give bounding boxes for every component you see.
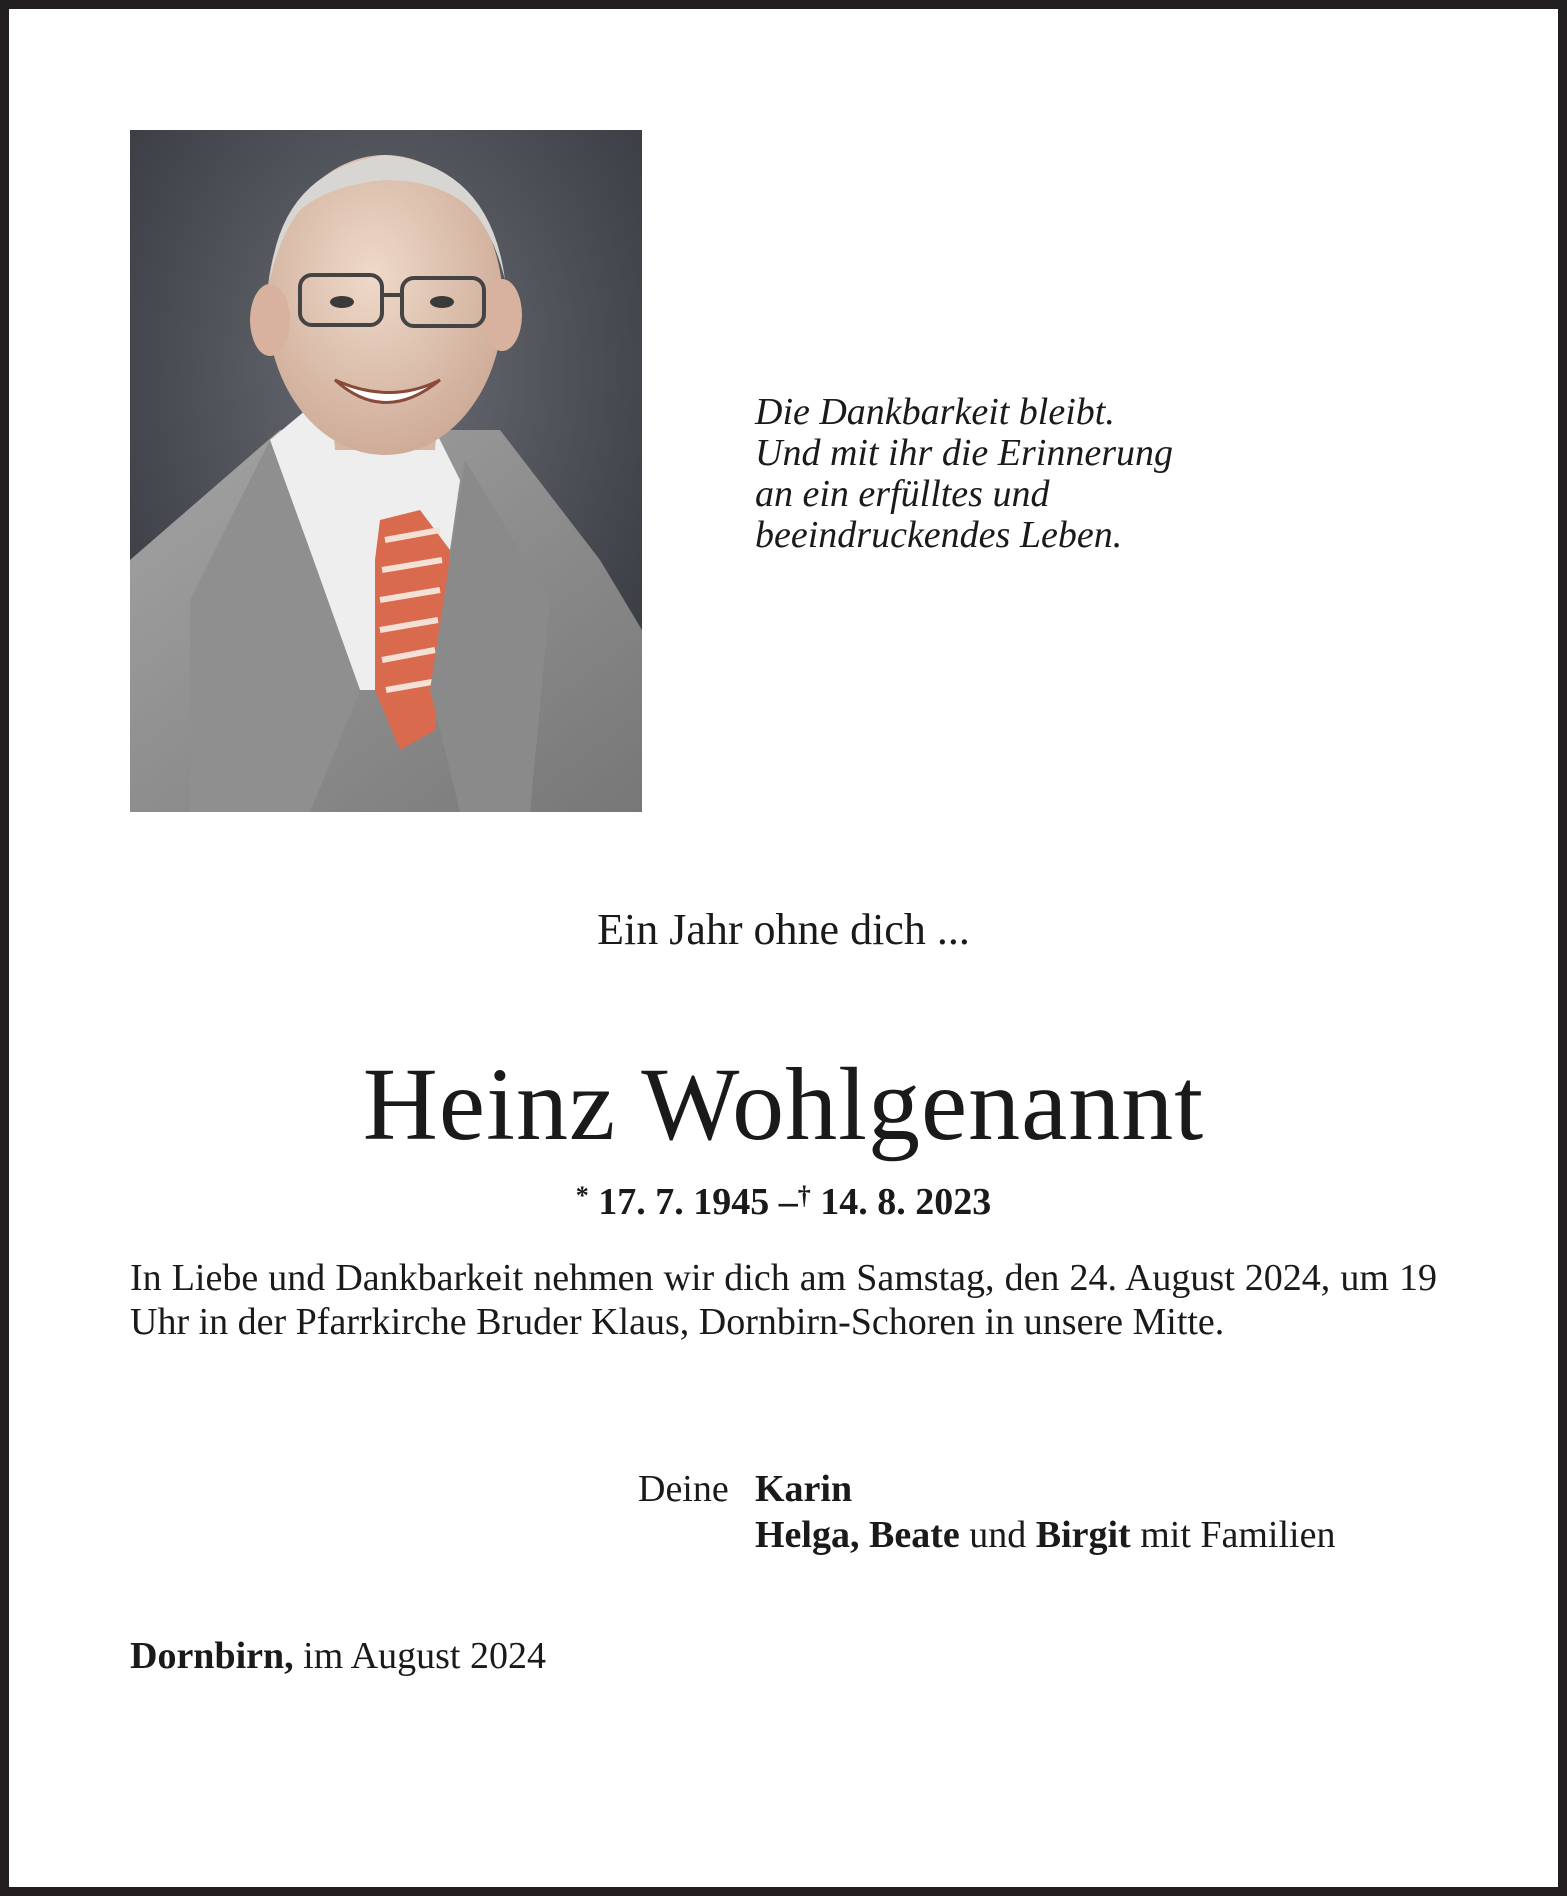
signature-lead: Deine (638, 1468, 729, 1510)
death-date: 14. 8. 2023 (820, 1181, 992, 1223)
deceased-name: Heinz Wohlgenannt (362, 1047, 1205, 1162)
portrait-photo (130, 130, 642, 812)
signature-suffix: mit Familien (1140, 1514, 1336, 1556)
place-and-date (130, 1633, 546, 1679)
place-city: Dornbirn, (130, 1635, 294, 1677)
quote-line: an ein erfülltes und (755, 473, 1050, 515)
birth-symbol: * (575, 1181, 589, 1210)
death-symbol: † (797, 1181, 811, 1210)
quote-line: beeindruckendes Leben. (755, 514, 1123, 556)
quote-line: Und mit ihr die Erinnerung (755, 432, 1173, 474)
signature-conjunction: und (969, 1514, 1027, 1556)
intro-line: Ein Jahr ohne dich ... (597, 905, 970, 954)
quote-line: Die Dankbarkeit bleibt. (755, 391, 1115, 433)
signature-name: Birgit (1035, 1514, 1131, 1556)
place-date: im August 2024 (303, 1635, 546, 1677)
signature-name: Karin (755, 1468, 853, 1510)
signature-name: Helga, (755, 1514, 860, 1556)
announcement-text: In Liebe und Dankbarkeit nehmen wir dich am Samstag, den 24. August 2024, um 19 Uhr in der Pfarrkirche Bruder Klaus, Dornbirn-Schoren in unsere Mitte. (130, 1257, 1437, 1343)
date-separator: – (778, 1181, 798, 1223)
signature-name: Beate (868, 1514, 960, 1556)
signature-block (638, 1466, 1498, 1558)
memorial-quote (755, 392, 1315, 556)
life-dates (0, 1172, 1567, 1226)
birth-date: 17. 7. 1945 (598, 1181, 770, 1223)
